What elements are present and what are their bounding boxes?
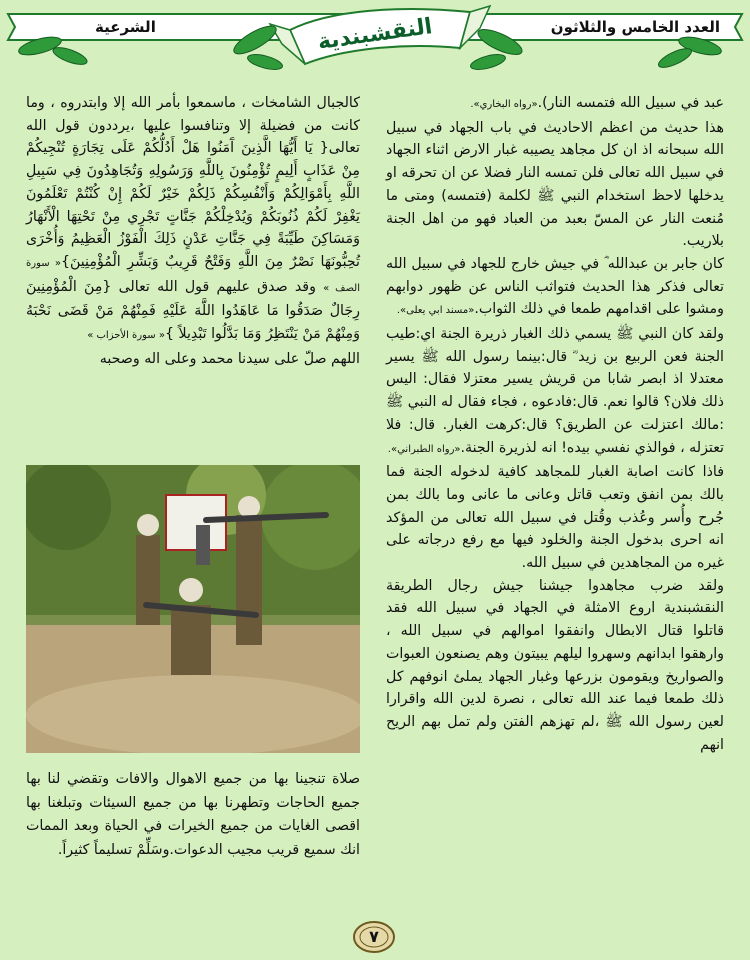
page-title: النقشبندية [316,14,434,55]
right-column [386,92,724,756]
page-number-badge [351,920,397,954]
page-number: ٧ [369,927,379,946]
citation: «رواه البخاري». [470,99,538,110]
paragraph: فاذا كانت اصابة الغبار للمجاهد كافية لدخوله الجنة فما بالك بمن انفق وتعب قاتل وعانى ما عانى وما بالك بمن جُرح وأُسر وعُذب وقُتل في سبيل الله تعالى من المؤكد انه احرى بدخول الجنة والخلود فيها مع رفع درجاته على غيره من المجاهدين في سبيل الله. [386,464,724,572]
fighters-photo [26,465,360,753]
paragraph: عبد في سبيل الله فتمسه النار).«رواه البخاري». [470,95,724,111]
citation: « سورة الصف » [26,257,360,294]
paragraph: ولقد ضرب مجاهدوا جيشنا جيش رجال الطريقة النقشبندية اروع الامثلة في الجهاد في سبيل الله فقد قاتلوا قتال الابطال وانفقوا اموالهم في سبيل الله ، وارهقوا ابدانهم وسهروا ليلهم يبيتون وهم يصنعون العبوات والصواريخ ويقومون بزرعها وغبار الجهاد يملئ انوفهم كل ذلك طمعا فيما عند الله تعالى ، نصرة لدين الله واقرارا لعين رسول الله ﷺ ،لم تهزهم الفتن ولم تمل بهم الريح انهم [386,577,724,753]
citation: «مسند ابي يعلى». [396,305,475,317]
left-column [26,92,360,370]
paragraph: كان جابر بن عبدالله ؓ في جيش خارج للجهاد في سبيل الله تعالى فذكر هذا الحديث فتواثب الناس عن ظهور دوابهم ومشوا على اقدامهم طمعا في ذلك الثواب.«مسند ابي يعلى». [386,255,724,318]
citation: « سورة الأحزاب » [87,330,165,342]
citation: «رواه الطبراني». [387,443,461,455]
paragraph: كالجبال الشامخات ، ماسمعوا بأمر الله إلا وابتدروه ، وما كانت من فضيلة إلا وتنافسوا عليها ،يرددون قول الله تعالى{ يَا أَيُّهَا الَّذِينَ آَمَنُوا هَلْ أَدُلُّكُمْ عَلَى تِجَارَةٍ تُنْجِيكُمْ مِنْ عَذَابٍ أَلِيمٍ تُؤْمِنُونَ بِاللَّهِ وَرَسُولِهِ وَتُجَاهِدُونَ فِي سَبِيلِ اللَّهِ بِأَمْوَالِكُمْ وَأَنْفُسِكُمْ ذَلِكُمْ خَيْرٌ لَكُمْ إِنْ كُنْتُمْ تَعْلَمُونَ يَغْفِرْ لَكُمْ ذُنُوبَكُمْ وَيُدْخِلْكُمْ جَنَّاتٍ تَجْرِي مِنْ تَحْتِهَا الْأَنْهَارُ وَمَسَاكِنَ طَيِّبَةً فِي جَنَّاتِ عَدْنٍ ذَلِكَ الْفَوْزُ الْعَظِيمُ وَأُخْرَى تُحِبُّونَهَا نَصْرٌ مِنَ اللَّهِ وَفَتْحٌ قَرِيبٌ وَبَشِّرِ الْمُؤْمِنِينَ}« سورة الصف » وقد صدق عليهم قول الله تعالى {مِنَ الْمُؤْمِنِينَ رِجَالٌ صَدَقُوا مَا عَاهَدُوا اللَّهَ عَلَيْهِ فَمِنْهُمْ مَنْ قَضَى نَحْبَهُ وَمِنْهُمْ مَنْ يَنْتَظِرُ وَمَا بَدَّلُوا تَبْدِيلاً }« سورة الأحزاب » [26,95,360,343]
page-header [0,0,750,80]
closing-prayer: صلاة تنجينا بها من جميع الاهوال والافات وتقضي لنا بها جميع الحاجات وتطهرنا بها من جميع السيئات وتبلغنا بها اقصى الغايات من جميع الخيرات في الحياة وبعد الممات انك سميع قريب مجيب الدعوات.وسَلِّمْ تسليماً كثيراً. [26,771,360,858]
paragraph: اللهم صلّ على سيدنا محمد وعلى اله وصحبه [99,350,360,367]
paragraph: ولقد كان النبي ﷺ يسمي ذلك الغبار ذريرة الجنة اي:طيب الجنة فعن الربيع بن زيد ؓ قال:بينما رسول الله ﷺ يسير معتدلا اذ ابصر شابا من قريش يسير معتزلا فقال: اليس ذلك فلان؟ قالوا نعم. قال:فادعوه ، فجاء فقال له النبي ﷺ :مالك اعتزلت عن الطريق؟ قال:كرهت الغبار. قال: فلا تعتزله ، فوالذي نفسي بيده! انه لذريرة الجنة.«رواه الطبراني». [386,326,724,456]
issue-label: العدد الخامس والثلاثون [550,18,720,36]
paragraph: هذا حديث من اعظم الاحاديث في باب الجهاد في سبيل الله سبحانه اذ ان كل مجاهد يصيبه غبار الارض اثناء الجهاد في سبيل الله تعالى فلن تمسه النار فضلا عن ان تحرقه او يدخلها لاحظ استخدام النبي ﷺ لكلمة (فتمسه) ومتى ما مُنعت النار عن المسّ بعبد من العباد فهو من اهل الجنة بلاريب. [386,119,724,250]
section-label: الشرعية [95,18,156,36]
